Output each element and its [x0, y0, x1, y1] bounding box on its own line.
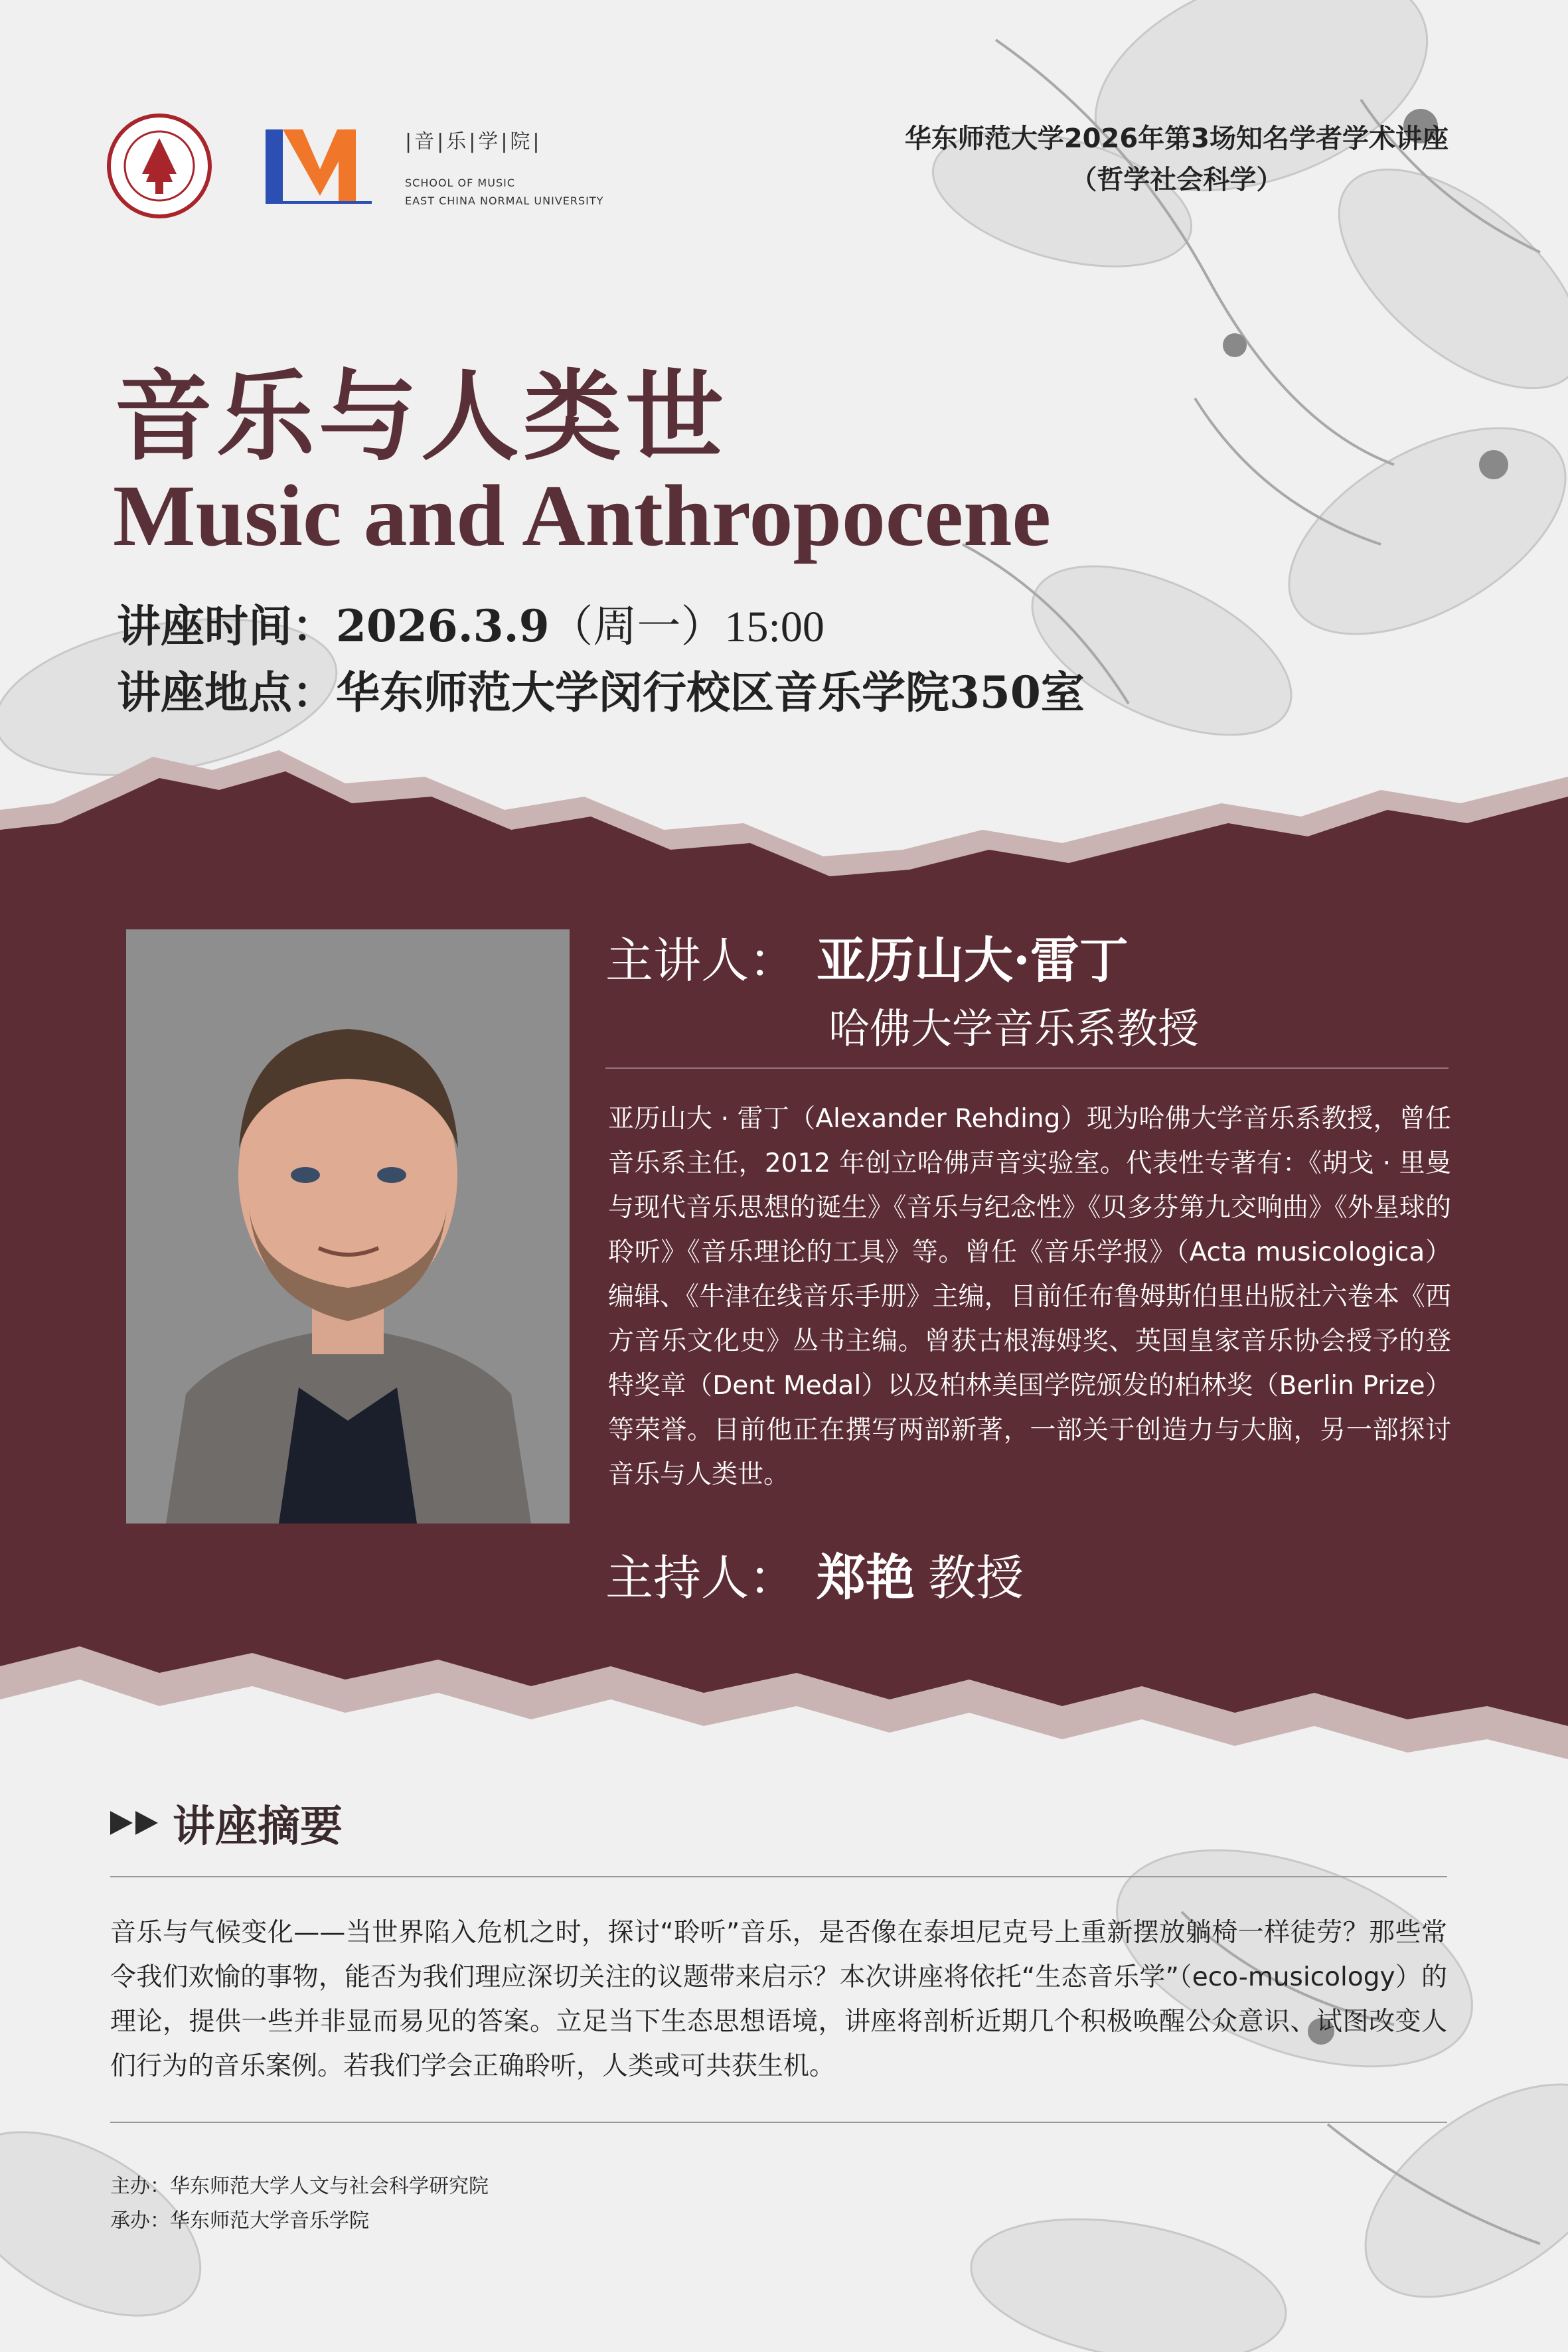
- speaker-name: 亚历山大·雷丁: [817, 932, 1129, 989]
- host-name: 郑艳: [817, 1549, 915, 1607]
- time-label: 讲座时间：: [117, 600, 336, 652]
- series-line-1: 华东师范大学2026年第3场知名学者学术讲座: [904, 123, 1449, 154]
- school-of-music-logo: [266, 123, 372, 209]
- host-row: [605, 1539, 1024, 1609]
- lecture-place-row: [117, 657, 1085, 720]
- lecture-time-row: [117, 591, 824, 654]
- lecture-weekday-time: （周一）15:00: [549, 603, 824, 651]
- lecture-place: 华东师范大学闵行校区音乐学院350室: [336, 666, 1085, 718]
- host-label: 主持人：: [605, 1550, 797, 1606]
- speaker-label: 主讲人：: [605, 933, 797, 988]
- speaker-divider: [605, 1067, 1449, 1069]
- lecture-date: 2026.3.9: [336, 600, 550, 652]
- logo-group: [106, 113, 603, 219]
- school-name-block: [405, 123, 603, 209]
- organizer: 主办：华东师范大学人文与社会科学研究院: [110, 2175, 489, 2198]
- speaker-photo: [126, 929, 570, 1524]
- lecture-series-label: [905, 118, 1449, 200]
- abstract-top-divider: [110, 1876, 1447, 1877]
- school-name-en-line1: SCHOOL OF MUSIC: [405, 177, 515, 189]
- lecture-title-en: Music and Anthropocene: [113, 467, 1052, 564]
- speaker-bio: 亚历山大 · 雷丁（Alexander Rehding）现为哈佛大学音乐系教授，曾任音乐系主任，2012 年创立哈佛声音实验室。代表性专著有：《胡戈 · 里曼与现代音乐思想的诞生》《音乐与纪念性》《贝多芬第九交响曲》《外星球的聆听》《音乐理论的工具》等。曾任《音乐学报》（Acta musicologica）编辑、《牛津在线音乐手册》主编，目前任布鲁姆斯伯里出版社六卷本《西方音乐文化史》丛书主编。曾获古根海姆奖、英国皇家音乐协会授予的登特奖章（Dent Medal）以及柏林美国学院颁发的柏林奖（Berlin Prize）等荣誉。目前他正在撰写两部新著，一部关于创造力与大脑，另一部探讨音乐与人类世。: [608, 1104, 1451, 1490]
- abstract-heading: 讲座摘要: [173, 1802, 343, 1851]
- university-seal-logo: [106, 113, 212, 219]
- double-arrow-icon: [110, 1810, 161, 1836]
- abstract-heading-row: [110, 1792, 343, 1853]
- school-name-en-line2: EAST CHINA NORMAL UNIVERSITY: [405, 195, 604, 207]
- series-line-2: （哲学社会科学）: [1070, 165, 1283, 195]
- school-name-cn: |音|乐|学|院|: [405, 130, 542, 153]
- speaker-row: [605, 921, 1129, 992]
- lecture-title-cn: 音乐与人类世: [114, 358, 728, 474]
- host-suffix: 教授: [928, 1550, 1024, 1606]
- abstract-text: 音乐与气候变化——当世界陷入危机之时，探讨“聆听”音乐，是否像在泰坦尼克号上重新摆放躺椅一样徒劳？那些常令我们欢愉的事物，能否为我们理应深切关注的议题带来启示？本次讲座将依托“生态音乐学”（eco-musicology）的理论，提供一些并非显而易见的答案。立足当下生态思想语境，讲座将剖析近期几个积极唤醒公众意识、试图改变人们行为的音乐案例。若我们学会正确聆听，人类或可共获生机。: [110, 1918, 1447, 2081]
- abstract-bottom-divider: [110, 2122, 1447, 2123]
- place-label: 讲座地点：: [117, 666, 336, 718]
- organizers: [110, 2169, 489, 2238]
- speaker-position: 哈佛大学音乐系教授: [828, 1004, 1200, 1053]
- co-organizer: 承办：华东师范大学音乐学院: [110, 2209, 369, 2233]
